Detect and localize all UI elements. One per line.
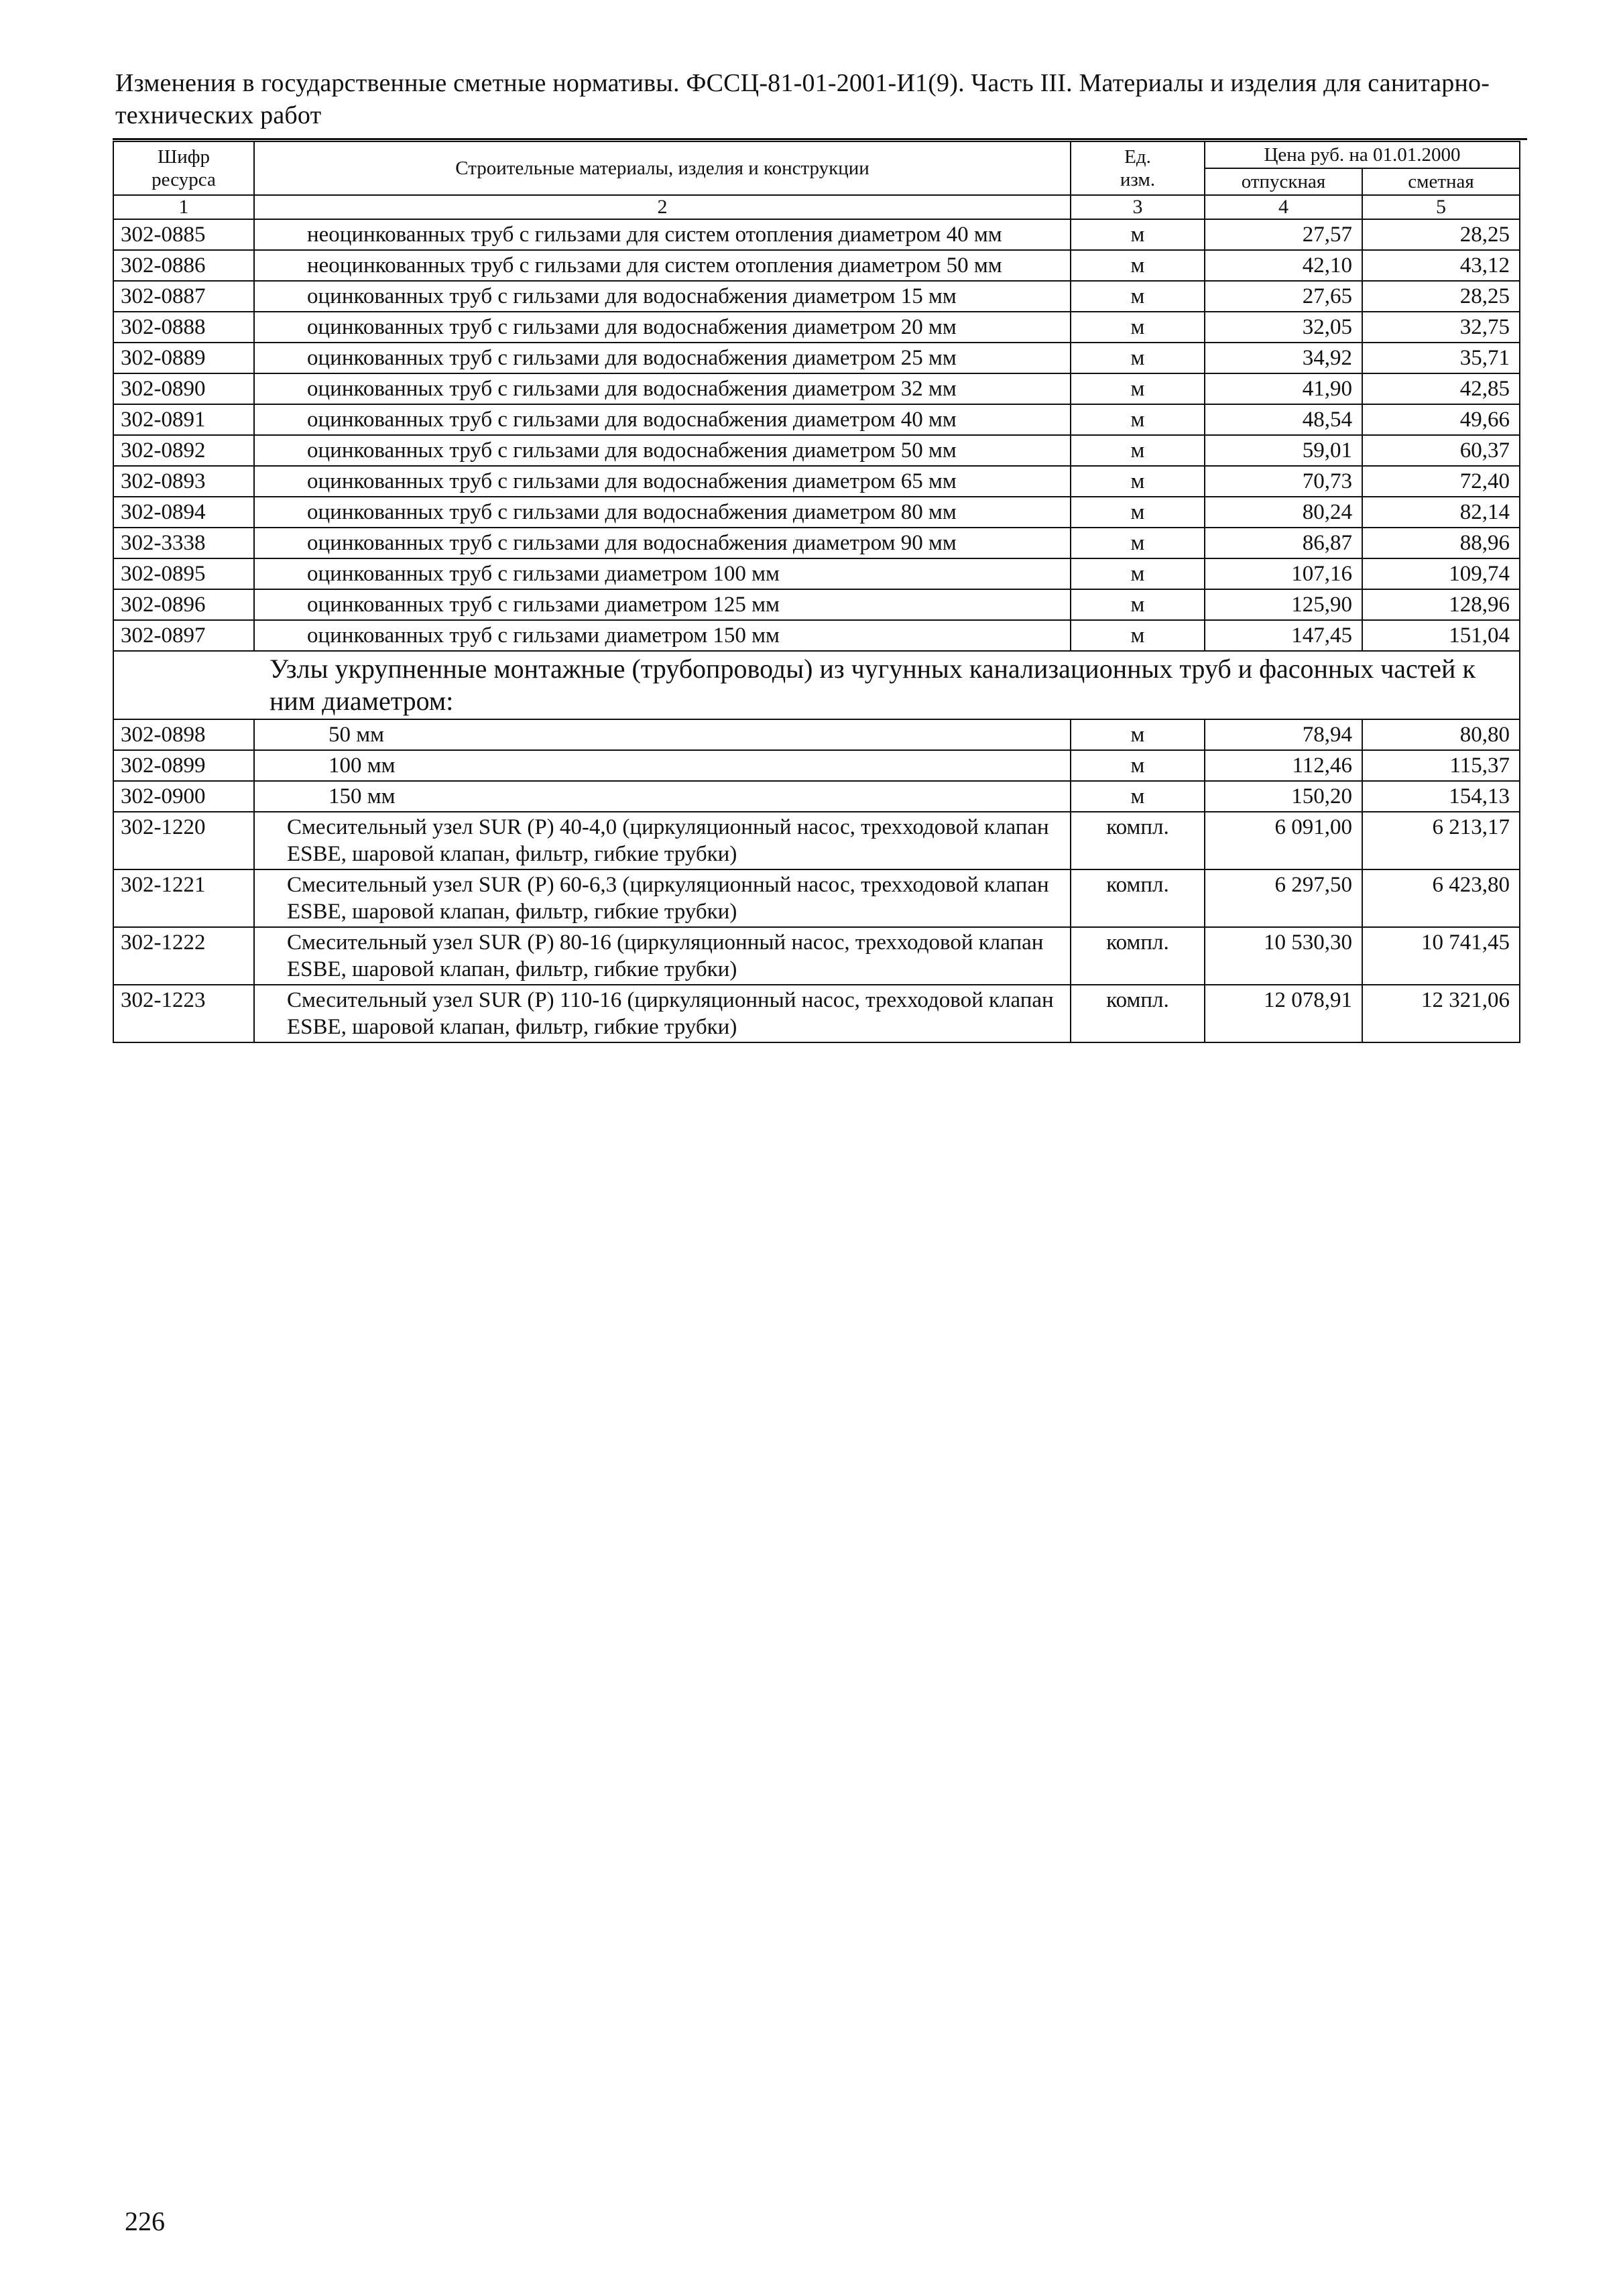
table-row xyxy=(113,281,1520,312)
resource-code: 302-3338 xyxy=(113,528,254,558)
table-row xyxy=(113,620,1520,651)
resource-code: 302-0897 xyxy=(113,620,254,651)
material-name: оцинкованных труб с гильзами диаметром 150 мм xyxy=(254,620,1071,651)
unit-cell: м xyxy=(1071,497,1205,528)
table-row xyxy=(113,528,1520,558)
release-price: 6 091,00 xyxy=(1205,812,1362,869)
estimate-price: 80,80 xyxy=(1362,719,1520,750)
material-name: 50 мм xyxy=(254,719,1071,750)
unit-cell: м xyxy=(1071,404,1205,435)
material-name: оцинкованных труб с гильзами диаметром 100 мм xyxy=(254,558,1071,589)
material-name: оцинкованных труб с гильзами для водоснабжения диаметром 65 мм xyxy=(254,466,1071,497)
unit-cell: м xyxy=(1071,373,1205,404)
table-header-row xyxy=(113,141,1520,168)
resource-code: 302-1222 xyxy=(113,927,254,985)
column-number-row xyxy=(113,195,1520,219)
table-row xyxy=(113,343,1520,373)
table-row xyxy=(113,719,1520,750)
estimate-price: 154,13 xyxy=(1362,781,1520,812)
resource-code: 302-0888 xyxy=(113,312,254,343)
unit-cell: м xyxy=(1071,466,1205,497)
estimate-price: 72,40 xyxy=(1362,466,1520,497)
release-price: 147,45 xyxy=(1205,620,1362,651)
material-name: Смесительный узел SUR (P) 40-4,0 (циркуляционный насос, трехходовой клапан ESBE, шаровой клапан, фильтр, гибкие трубки) xyxy=(254,812,1071,869)
material-name: Смесительный узел SUR (P) 60-6,3 (циркуляционный насос, трехходовой клапан ESBE, шаровой клапан, фильтр, гибкие трубки) xyxy=(254,869,1071,927)
header-price-group: Цена руб. на 01.01.2000 xyxy=(1205,141,1520,168)
unit-cell: м xyxy=(1071,343,1205,373)
material-name: оцинкованных труб с гильзами для водоснабжения диаметром 25 мм xyxy=(254,343,1071,373)
section-heading-row xyxy=(113,651,1520,719)
resource-code: 302-1223 xyxy=(113,985,254,1042)
unit-cell: м xyxy=(1071,719,1205,750)
release-price: 27,57 xyxy=(1205,219,1362,250)
estimate-price: 43,12 xyxy=(1362,250,1520,281)
header-unit-line2: изм. xyxy=(1120,169,1156,190)
resource-code: 302-0885 xyxy=(113,219,254,250)
resource-code: 302-0886 xyxy=(113,250,254,281)
table-row xyxy=(113,404,1520,435)
material-name: Смесительный узел SUR (P) 110-16 (циркуляционный насос, трехходовой клапан ESBE, шаровой клапан, фильтр, гибкие трубки) xyxy=(254,985,1071,1042)
table-row xyxy=(113,985,1520,1042)
release-price: 41,90 xyxy=(1205,373,1362,404)
estimate-price: 60,37 xyxy=(1362,435,1520,466)
unit-cell: компл. xyxy=(1071,985,1205,1042)
release-price: 12 078,91 xyxy=(1205,985,1362,1042)
header-unit-line1: Ед. xyxy=(1124,146,1151,168)
estimate-price: 49,66 xyxy=(1362,404,1520,435)
resource-code: 302-0894 xyxy=(113,497,254,528)
estimate-price: 28,25 xyxy=(1362,219,1520,250)
section-heading: Узлы укрупненные монтажные (трубопроводы) из чугунных канализационных труб и фасонных частей к ним диаметром: xyxy=(113,651,1520,719)
estimate-price: 32,75 xyxy=(1362,312,1520,343)
unit-cell: компл. xyxy=(1071,927,1205,985)
estimate-price: 115,37 xyxy=(1362,750,1520,781)
unit-cell: м xyxy=(1071,620,1205,651)
table-row xyxy=(113,497,1520,528)
release-price: 112,46 xyxy=(1205,750,1362,781)
unit-cell: м xyxy=(1071,781,1205,812)
estimate-price: 82,14 xyxy=(1362,497,1520,528)
unit-cell: м xyxy=(1071,589,1205,620)
price-table-container xyxy=(113,141,1519,1043)
release-price: 80,24 xyxy=(1205,497,1362,528)
release-price: 125,90 xyxy=(1205,589,1362,620)
material-name: оцинкованных труб с гильзами для водоснабжения диаметром 80 мм xyxy=(254,497,1071,528)
release-price: 86,87 xyxy=(1205,528,1362,558)
estimate-price: 109,74 xyxy=(1362,558,1520,589)
material-name: оцинкованных труб с гильзами для водоснабжения диаметром 50 мм xyxy=(254,435,1071,466)
release-price: 78,94 xyxy=(1205,719,1362,750)
table-row xyxy=(113,312,1520,343)
estimate-price: 6 423,80 xyxy=(1362,869,1520,927)
release-price: 34,92 xyxy=(1205,343,1362,373)
release-price: 107,16 xyxy=(1205,558,1362,589)
unit-cell: компл. xyxy=(1071,812,1205,869)
resource-code: 302-0892 xyxy=(113,435,254,466)
release-price: 27,65 xyxy=(1205,281,1362,312)
header-price-estimate: сметная xyxy=(1362,168,1520,195)
column-number: 3 xyxy=(1071,195,1205,219)
table-row xyxy=(113,435,1520,466)
material-name: оцинкованных труб с гильзами для водоснабжения диаметром 20 мм xyxy=(254,312,1071,343)
estimate-price: 10 741,45 xyxy=(1362,927,1520,985)
table-row xyxy=(113,219,1520,250)
material-name: неоцинкованных труб с гильзами для систем отопления диаметром 50 мм xyxy=(254,250,1071,281)
table-row xyxy=(113,869,1520,927)
material-name: Смесительный узел SUR (P) 80-16 (циркуляционный насос, трехходовой клапан ESBE, шаровой клапан, фильтр, гибкие трубки) xyxy=(254,927,1071,985)
resource-code: 302-0889 xyxy=(113,343,254,373)
document-title: Изменения в государственные сметные нормативы. ФССЦ-81-01-2001-И1(9). Часть III. Материалы и изделия для санитарно-технических работ xyxy=(115,69,1490,129)
unit-cell: м xyxy=(1071,558,1205,589)
unit-cell: м xyxy=(1071,219,1205,250)
column-number: 1 xyxy=(113,195,254,219)
unit-cell: компл. xyxy=(1071,869,1205,927)
table-row xyxy=(113,781,1520,812)
table-row xyxy=(113,812,1520,869)
header-price-release: отпускная xyxy=(1205,168,1362,195)
resource-code: 302-0898 xyxy=(113,719,254,750)
resource-code: 302-0899 xyxy=(113,750,254,781)
material-name: 100 мм xyxy=(254,750,1071,781)
unit-cell: м xyxy=(1071,250,1205,281)
estimate-price: 6 213,17 xyxy=(1362,812,1520,869)
estimate-price: 35,71 xyxy=(1362,343,1520,373)
resource-code: 302-0900 xyxy=(113,781,254,812)
estimate-price: 12 321,06 xyxy=(1362,985,1520,1042)
estimate-price: 42,85 xyxy=(1362,373,1520,404)
estimate-price: 151,04 xyxy=(1362,620,1520,651)
resource-code: 302-0890 xyxy=(113,373,254,404)
estimate-price: 88,96 xyxy=(1362,528,1520,558)
release-price: 6 297,50 xyxy=(1205,869,1362,927)
estimate-price: 128,96 xyxy=(1362,589,1520,620)
material-name: оцинкованных труб с гильзами для водоснабжения диаметром 15 мм xyxy=(254,281,1071,312)
table-row xyxy=(113,589,1520,620)
header-code-line1: Шифр xyxy=(157,146,211,168)
resource-code: 302-0887 xyxy=(113,281,254,312)
header-unit xyxy=(1071,141,1205,195)
resource-code: 302-0893 xyxy=(113,466,254,497)
resource-code: 302-0895 xyxy=(113,558,254,589)
release-price: 42,10 xyxy=(1205,250,1362,281)
column-number: 5 xyxy=(1362,195,1520,219)
header-code-line2: ресурса xyxy=(152,169,216,190)
column-number: 4 xyxy=(1205,195,1362,219)
release-price: 10 530,30 xyxy=(1205,927,1362,985)
resource-code: 302-0891 xyxy=(113,404,254,435)
price-table xyxy=(113,141,1520,1043)
release-price: 32,05 xyxy=(1205,312,1362,343)
unit-cell: м xyxy=(1071,528,1205,558)
header-materials: Строительные материалы, изделия и конструкции xyxy=(254,141,1071,195)
header-rule xyxy=(113,138,1527,140)
material-name: 150 мм xyxy=(254,781,1071,812)
unit-cell: м xyxy=(1071,281,1205,312)
release-price: 48,54 xyxy=(1205,404,1362,435)
resource-code: 302-0896 xyxy=(113,589,254,620)
page-number: 226 xyxy=(125,2206,165,2236)
unit-cell: м xyxy=(1071,435,1205,466)
release-price: 150,20 xyxy=(1205,781,1362,812)
release-price: 59,01 xyxy=(1205,435,1362,466)
table-row xyxy=(113,558,1520,589)
header-code xyxy=(113,141,254,195)
column-number: 2 xyxy=(254,195,1071,219)
table-row xyxy=(113,250,1520,281)
table-row xyxy=(113,927,1520,985)
table-row xyxy=(113,750,1520,781)
table-row xyxy=(113,466,1520,497)
estimate-price: 28,25 xyxy=(1362,281,1520,312)
resource-code: 302-1221 xyxy=(113,869,254,927)
release-price: 70,73 xyxy=(1205,466,1362,497)
material-name: неоцинкованных труб с гильзами для систем отопления диаметром 40 мм xyxy=(254,219,1071,250)
table-row xyxy=(113,373,1520,404)
material-name: оцинкованных труб с гильзами для водоснабжения диаметром 90 мм xyxy=(254,528,1071,558)
material-name: оцинкованных труб с гильзами диаметром 125 мм xyxy=(254,589,1071,620)
resource-code: 302-1220 xyxy=(113,812,254,869)
material-name: оцинкованных труб с гильзами для водоснабжения диаметром 32 мм xyxy=(254,373,1071,404)
material-name: оцинкованных труб с гильзами для водоснабжения диаметром 40 мм xyxy=(254,404,1071,435)
unit-cell: м xyxy=(1071,750,1205,781)
unit-cell: м xyxy=(1071,312,1205,343)
